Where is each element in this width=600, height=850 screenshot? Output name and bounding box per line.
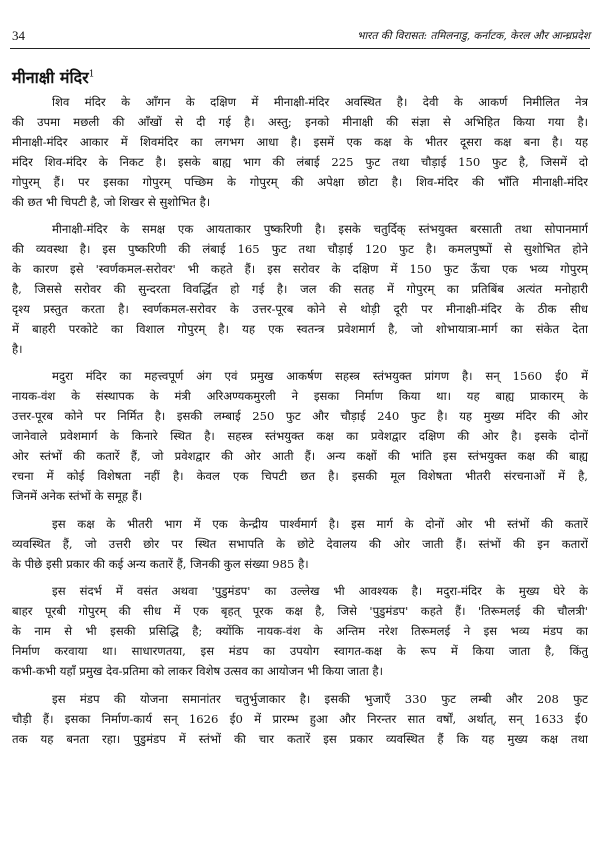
paragraph-line: के कारण इसे 'स्वर्णकमल-सरोवर' भी कहते हैं। इस सरोवर के दक्षिण में 150 फुट ऊँचा एक भव्य गोपुरम् <box>12 262 588 276</box>
paragraph-line: शिव मंदिर के आँगन के दक्षिण में मीनाक्षी-मंदिर अवस्थित है। देवी के आकर्ण निमीलित नेत्र <box>52 95 588 109</box>
section-title-text: मीनाक्षी मंदिर <box>12 68 89 87</box>
paragraph-line: जिनमें अनेक स्तंभों के समूह हैं। <box>12 489 143 503</box>
paragraph-line: ओर स्तंभों की कतारें हैं, जो प्रवेशद्वार की ओर आती हैं। अन्य कक्षों की भांति इस स्तंभयुक्त कक्ष की बाह्य <box>12 449 588 463</box>
page-header <box>10 26 590 49</box>
paragraph-line: मंदिर शिव-मंदिर के निकट है। इसके बाह्य भाग की लंबाई 225 फुट तथा चौड़ाई 150 फुट है, जिसमें दो <box>12 155 588 169</box>
paragraph-line: उत्तर-पूरब कोने पर निर्मित है। इसकी लम्बाई 250 फुट और चौड़ाई 240 फुट है। यह मुख्य मंदिर की ओर <box>12 409 588 423</box>
paragraph-line: है, जिससे सरोवर की सुन्दरता विवर्द्धित हो गई है। जल की सतह में गोपुरम् का प्रतिबिंब अत्यंत मनोहारी <box>12 282 588 296</box>
paragraph-line: मदुरा मंदिर का महत्त्वपूर्ण अंग एवं प्रमुख आकर्षण सहस्त्र स्तंभयुक्त प्रांगण है। सन् 1560 ई0 में <box>52 369 588 383</box>
paragraph-line: जानेवाले प्रवेशमार्ग के किनारे स्थित है। सहस्त्र स्तंभयुक्त कक्ष का प्रवेशद्वार दक्षिण की ओर है। इसके दोनों <box>12 429 588 443</box>
paragraph-line: व्यवस्थित हैं, जो उत्तरी छोर पर स्थित सभापति के छोटे देवालय की ओर जाती हैं। स्तंभों की इन कतारों <box>12 537 588 551</box>
page-number: 34 <box>12 28 25 43</box>
paragraph-line: की छत भी चिपटी है, जो शिखर से सुशोभित है। <box>12 195 211 209</box>
paragraph-line: की व्यवस्था है। इस पुष्करिणी की लंबाई 165 फुट तथा चौड़ाई 120 फुट है। कमलपुष्पों से सुशोभित होने <box>12 242 588 256</box>
paragraph-line: कभी-कभी यहाँ प्रमुख देव-प्रतिमा को लाकर विशेष उत्सव का आयोजन भी किया जाता है। <box>12 664 383 678</box>
footnote-marker: 1 <box>88 69 95 80</box>
section-title <box>12 66 94 88</box>
paragraph-line: में बाहरी परकोटे का विशाल गोपुरम् है। यह एक स्वतन्त्र प्रवेशमार्ग है, जो शोभायात्रा-मार्ग का संकेत देता <box>12 322 588 336</box>
paragraph-line: मीनाक्षी-मंदिर आकार में शिवमंदिर का लगभग आधा है। इसमें एक कक्ष के भीतर दूसरा कक्ष बना है। यह <box>12 135 588 149</box>
running-head: भारत की विरासत: तमिलनाडु, कर्नाटक, केरल और आन्ध्रप्रदेश <box>357 30 590 42</box>
paragraph-line: रचना में कोई विशेषता नहीं है। केवल एक चिपटी छत है। इसकी मूल विशेषता भीतरी संरचनाओं में है, <box>12 469 588 483</box>
paragraph-line: इस मंडप की योजना समानांतर चतुर्भुजाकार है। इसकी भुजाएँ 330 फुट लम्बी और 208 फुट <box>52 692 588 706</box>
paragraph-line: चौड़ी हैं। इसका निर्माण-कार्य सन् 1626 ई0 में प्रारम्भ हुआ और निरन्तर सात वर्षों, अर्थात्, सन् 1633 ई0 <box>12 712 588 726</box>
paragraph-line: है। <box>12 342 23 356</box>
paragraph-line: इस संदर्भ में वसंत अथवा 'पुडुमंडप' का उल्लेख भी आवश्यक है। मदुरा-मंदिर के मुख्य घेरे के <box>52 584 588 598</box>
paragraph-line: के पीछे इसी प्रकार की कई अन्य कतारें हैं, जिनकी कुल संख्या 985 है। <box>12 557 309 571</box>
paragraph-line: गोपुरम् हैं। पर इसका गोपुरम् पच्छिम के गोपुरम् की अपेक्षा छोटा है। शिव-मंदिर की भाँति मीनाक्षी-मंदिर <box>12 175 588 189</box>
paragraph-line: दृश्य प्रस्तुत करता है। स्वर्णकमल-सरोवर के उत्तर-पूरब कोने से थोड़ी दूरी पर मीनाक्षी-मंदिर के ठीक सीध <box>12 302 588 316</box>
paragraph-line: बाहर पूरबी गोपुरम् की सीध में एक बृहत् पूरक कक्ष है, जिसे 'पुडुमंडप' कहते हैं। 'तिरूमलई की चौलत्री' <box>12 604 588 618</box>
paragraph-line: मीनाक्षी-मंदिर के समक्ष एक आयताकार पुष्करिणी है। इसके चतुर्दिक् स्तंभयुक्त बरसाती तथा सोपानमार्ग <box>52 222 588 236</box>
paragraph-line: इस कक्ष के भीतरी भाग में एक केन्द्रीय पार्श्वमार्ग है। इस मार्ग के दोनों ओर भी स्तंभों की कतारें <box>52 517 588 531</box>
paragraph-line: तक यह बनता रहा। पुडुमंडप में स्तंभों की चार कतारें इस प्रकार व्यवस्थित हैं कि यह मुख्य कक्ष तथा <box>12 732 588 746</box>
paragraph-line: निर्माण करवाया था। साधारणतया, इस मंडप का उपयोग स्वागत-कक्ष के रूप में किया जाता है, किंतु <box>12 644 588 658</box>
paragraph-line: के नाम से भी इसकी प्रसिद्धि है; क्योंकि नायक-वंश के अन्तिम नरेश तिरूमलई ने इस भव्य मंडप का <box>12 624 588 638</box>
paragraph-line: नायक-वंश के संस्थापक के मंत्री अरिअण्यकमुरली ने इसका निर्माण किया था। यह बाह्य प्राकारम् के <box>12 389 588 403</box>
paragraph-line: की उपमा मछली की आँखों से दी गई है। अस्तु; इनको मीनाक्षी की संज्ञा से अभिहित किया गया है। <box>12 115 588 129</box>
